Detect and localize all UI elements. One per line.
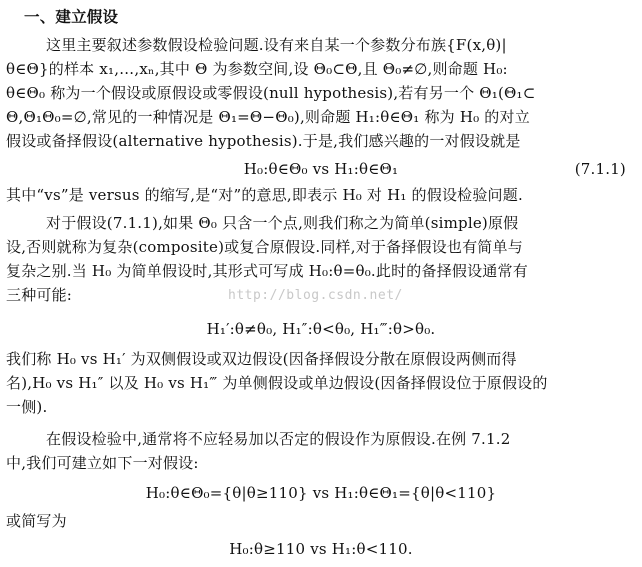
section-heading: 一、建立假设: [24, 7, 119, 26]
equation-number: (7.1.1): [574, 160, 626, 178]
text-line: θ∈Θ₀ 称为一个假设或原假设或零假设(null hypothesis),若有另一个 Θ₁(Θ₁⊂: [6, 84, 536, 102]
equation-example: H₀:θ∈Θ₀={θ|θ≥110} vs H₁:θ∈Θ₁={θ|θ<110}: [145, 484, 497, 502]
text-line: Θ,Θ₁Θ₀=∅,常见的一种情况是 Θ₁=Θ−Θ₀),则命题 H₁:θ∈Θ₁ 称为 H₀ 的对立: [6, 108, 530, 126]
equation-main: H₀:θ∈Θ₀ vs H₁:θ∈Θ₁: [243, 160, 399, 178]
text-line: 在假设检验中,通常将不应轻易加以否定的假设作为原假设.在例 7.1.2: [46, 430, 511, 448]
equation-alternatives: H₁′:θ≠θ₀, H₁″:θ<θ₀, H₁‴:θ>θ₀.: [206, 320, 436, 338]
short-form-label: 或简写为: [6, 512, 67, 530]
text-line: 这里主要叙述参数假设检验问题.设有来自某一个参数分布族{F(x,θ)|: [46, 36, 507, 54]
text-line: 三种可能:: [6, 286, 73, 304]
text-line: 中,我们可建立如下一对假设:: [6, 454, 199, 472]
text-line: 我们称 H₀ vs H₁′ 为双侧假设或双边假设(因备择假设分散在原假设两侧而得: [6, 350, 517, 368]
text-line: 一侧).: [6, 398, 48, 416]
text-line: 名),H₀ vs H₁″ 以及 H₀ vs H₁‴ 为单侧假设或单边假设(因备择假设位于原假设的: [6, 374, 548, 392]
text-line: 假设或备择假设(alternative hypothesis).于是,我们感兴趣的一对假设就是: [6, 132, 521, 150]
text-line: 设,否则就称为复杂(composite)或复合原假设.同样,对于备择假设也有简单与: [6, 238, 523, 256]
text-line: 对于假设(7.1.1),如果 Θ₀ 只含一个点,则我们称之为简单(simple)原假: [46, 214, 519, 232]
watermark: http://blog.csdn.net/: [228, 288, 403, 303]
text-line: 复杂之别.当 H₀ 为简单假设时,其形式可写成 H₀:θ=θ₀.此时的备择假设通常有: [6, 262, 528, 280]
text-line: θ∈Θ}的样本 x₁,…,xₙ,其中 Θ 为参数空间,设 Θ₀⊂Θ,且 Θ₀≠∅,则命题 H₀:: [6, 60, 508, 78]
vs-note: 其中“vs”是 versus 的缩写,是“对”的意思,即表示 H₀ 对 H₁ 的假设检验问题.: [6, 186, 523, 204]
equation-main-row: [0, 158, 642, 180]
equation-short: H₀:θ≥110 vs H₁:θ<110.: [229, 540, 413, 558]
